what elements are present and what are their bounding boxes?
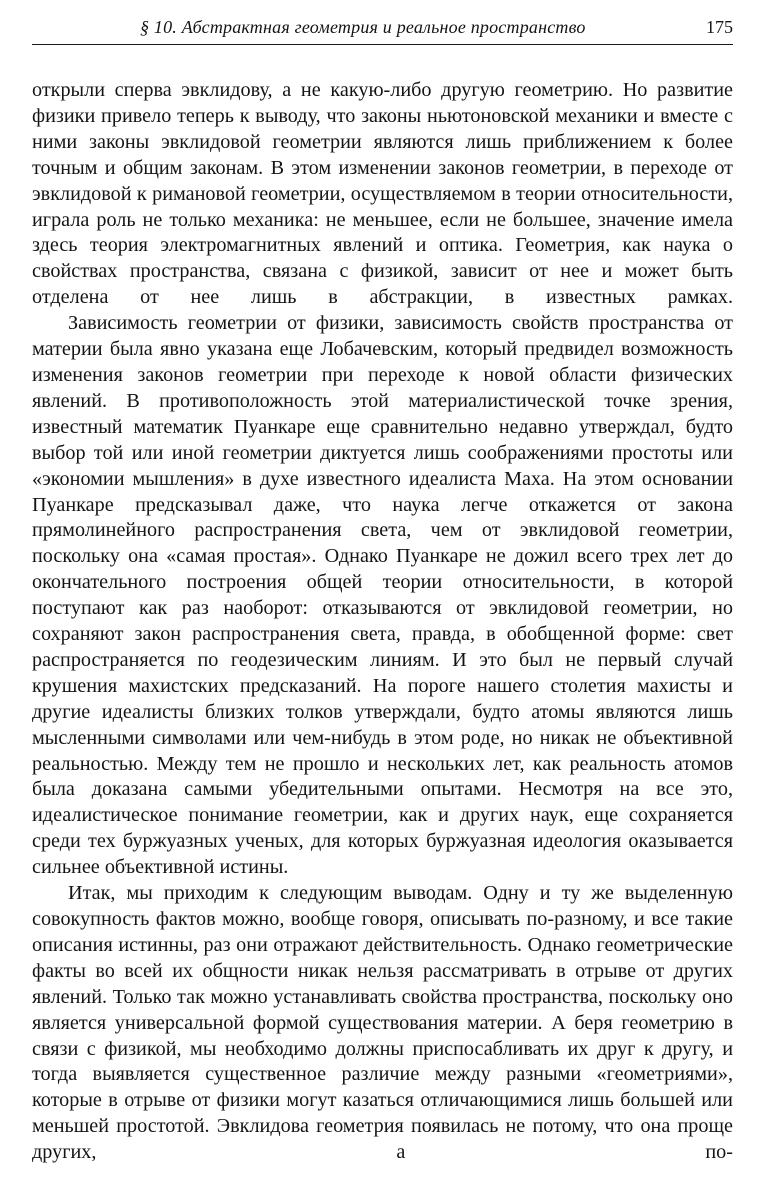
page-number: 175 (706, 17, 733, 37)
running-head (32, 14, 733, 45)
paragraph-conclusions: Итак, мы приходим к следующим выводам. Одну и ту же выделенную совокупность фактов можно, вообще говоря, описывать по-разному, и все такие описания истинны, раз они отражают действительность. Однако геометрические факты во всей их общности никак нельзя рассматривать в отрыве от других явлений. Только так можно устанавливать свойства пространства, поскольку оно является универсальной формой существования материи. А беря геометрию в связи с физикой, мы необходимо должны приспосабливать их друг к другу, и тогда выявляется существенное различие между разными «геометриями», которые в отрыве от физики могут казаться отличающимися лишь большей или меньшей простотой. Эвклидова геометрия появилась не потому, что она проще других, а по- (32, 882, 733, 1164)
body-text (32, 78, 733, 1166)
book-page (32, 14, 733, 1166)
paragraph-continuation: открыли сперва эвклидову, а не какую-либо другую геометрию. Но развитие физики привело теперь к выводу, что законы ньютоновской механики и вместе с ними законы эвклидовой геометрии являются лишь приближением к более точным и общим законам. В этом изменении законов геометрии, в переходе от эвклидовой к римановой геометрии, осуществляемом в теории относительности, играла роль не только механика: не меньшее, если не большее, значение имела здесь теория электромагнитных явлений и оптика. Геометрия, как наука о свойствах пространства, связана с физикой, зависит от нее и может быть отделена от нее лишь в абстракции, в известных рамках. (32, 79, 733, 309)
paragraph-dependence-of-geometry: Зависимость геометрии от физики, зависимость свойств пространства от материи была явно указана еще Лобачевским, который предвидел возможность изменения законов геометрии при переходе к новой области физических явлений. В противоположность этой материалистической точке зрения, известный математик Пуанкаре еще сравнительно недавно утверждал, будто выбор той или иной геометрии диктуется лишь соображениями простоты или «экономии мышления» в духе известного идеалиста Маха. На этом основании Пуанкаре предсказывал даже, что наука легче откажется от закона прямолинейного распространения света, чем от эвклидовой геометрии, поскольку она «самая простая». Однако Пуанкаре не дожил всего трех лет до окончательного построения общей теории относительности, в которой поступают как раз наоборот: отказываются от эвклидовой геометрии, но сохраняют закон распространения света, правда, в обобщенной форме: свет распространяется по геодезическим линиям. И это был не первый случай крушения махистских предсказаний. На пороге нашего столетия махисты и другие идеалисты близких толков утверждали, будто атомы являются лишь мысленными символами или чем-нибудь в этом роде, но никак не объективной реальностью. Между тем не прошло и нескольких лет, как реальность атомов была доказана самыми убедительными опытами. Несмотря на все это, идеалистическое понимание геометрии, как и других наук, еще сохраняется среди тех буржуазных ученых, для которых буржуазная идеология оказывается сильнее объективной истины. (32, 312, 733, 879)
running-title: § 10. Абстрактная геометрия и реальное пространство (140, 17, 586, 37)
